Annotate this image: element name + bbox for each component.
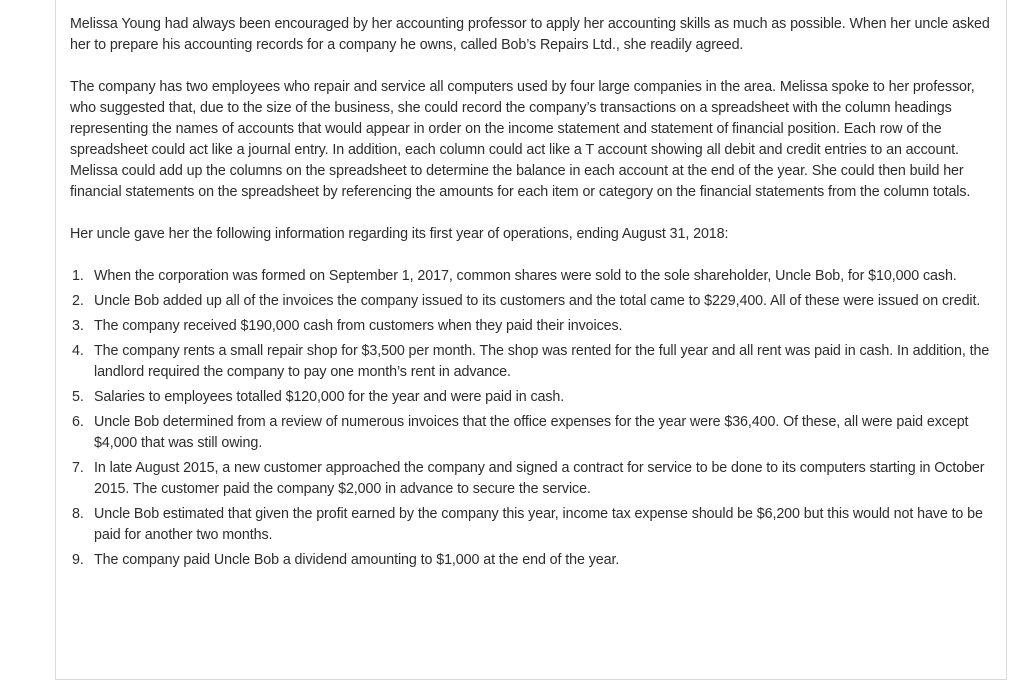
list-item-text: Uncle Bob determined from a review of numerous invoices that the office expenses for the year were $36,400. Of these, all were paid except $4,000 that was still owing. — [94, 414, 969, 451]
list-item-number: 6. — [72, 414, 84, 430]
list-item-number: 9. — [72, 552, 84, 568]
list-item-text: Uncle Bob added up all of the invoices the company issued to its customers and the total came to $229,400. All of these were issued on credit. — [94, 293, 981, 309]
list-item-text: In late August 2015, a new customer approached the company and signed a contract for service to be done to its computers starting in October 2015. The customer paid the company $2,000 in advance to secure the service. — [94, 460, 985, 497]
list-item-number: 1. — [72, 268, 84, 284]
list-item — [70, 458, 992, 500]
list-item — [70, 291, 992, 312]
transaction-list — [70, 266, 992, 571]
list-item — [70, 316, 992, 337]
problem-card — [55, 0, 1007, 680]
list-item — [70, 266, 992, 287]
list-item — [70, 341, 992, 383]
list-item — [70, 387, 992, 408]
list-item-text: Uncle Bob estimated that given the profit earned by the company this year, income tax expense should be $6,200 but this would not have to be paid for another two months. — [94, 506, 983, 543]
intro-paragraph-3: Her uncle gave her the following information regarding its first year of operations, ending August 31, 2018: — [70, 226, 729, 242]
list-item — [70, 504, 992, 546]
problem-content — [70, 14, 992, 575]
intro-paragraph-2: The company has two employees who repair and service all computers used by four large companies in the area. Melissa spoke to her professor, who suggested that, due to the size of the business, she could record the company’s transactions on a spreadsheet with the column headings representing the names of accounts that would appear in order on the income statement and statement of financial position. Each row of the spreadsheet could act like a journal entry. In addition, each column could act like a T account showing all debit and credit entries to an account. Melissa could add up the columns on the spreadsheet to determine the balance in each account at the end of the year. She could then build her financial statements on the spreadsheet by referencing the amounts for each item or category on the financial statements from the column totals. — [70, 79, 975, 200]
list-item-number: 7. — [72, 460, 84, 476]
list-item-text: The company paid Uncle Bob a dividend amounting to $1,000 at the end of the year. — [94, 552, 620, 568]
list-item — [70, 550, 992, 571]
list-item — [70, 412, 992, 454]
list-item-text: The company rents a small repair shop for $3,500 per month. The shop was rented for the full year and all rent was paid in cash. In addition, the landlord required the company to pay one month’s rent in advance. — [94, 343, 990, 380]
intro-paragraph-1: Melissa Young had always been encouraged by her accounting professor to apply her accounting skills as much as possible. When her uncle asked her to prepare his accounting records for a company he owns, called Bob’s Repairs Ltd., she readily agreed. — [70, 16, 990, 53]
list-item-text: Salaries to employees totalled $120,000 for the year and were paid in cash. — [94, 389, 565, 405]
list-item-number: 2. — [72, 293, 84, 309]
list-item-number: 4. — [72, 343, 84, 359]
list-item-number: 3. — [72, 318, 84, 334]
list-item-text: The company received $190,000 cash from customers when they paid their invoices. — [94, 318, 623, 334]
list-item-text: When the corporation was formed on September 1, 2017, common shares were sold to the sole shareholder, Uncle Bob, for $10,000 cash. — [94, 268, 957, 284]
list-item-number: 8. — [72, 506, 84, 522]
list-item-number: 5. — [72, 389, 84, 405]
